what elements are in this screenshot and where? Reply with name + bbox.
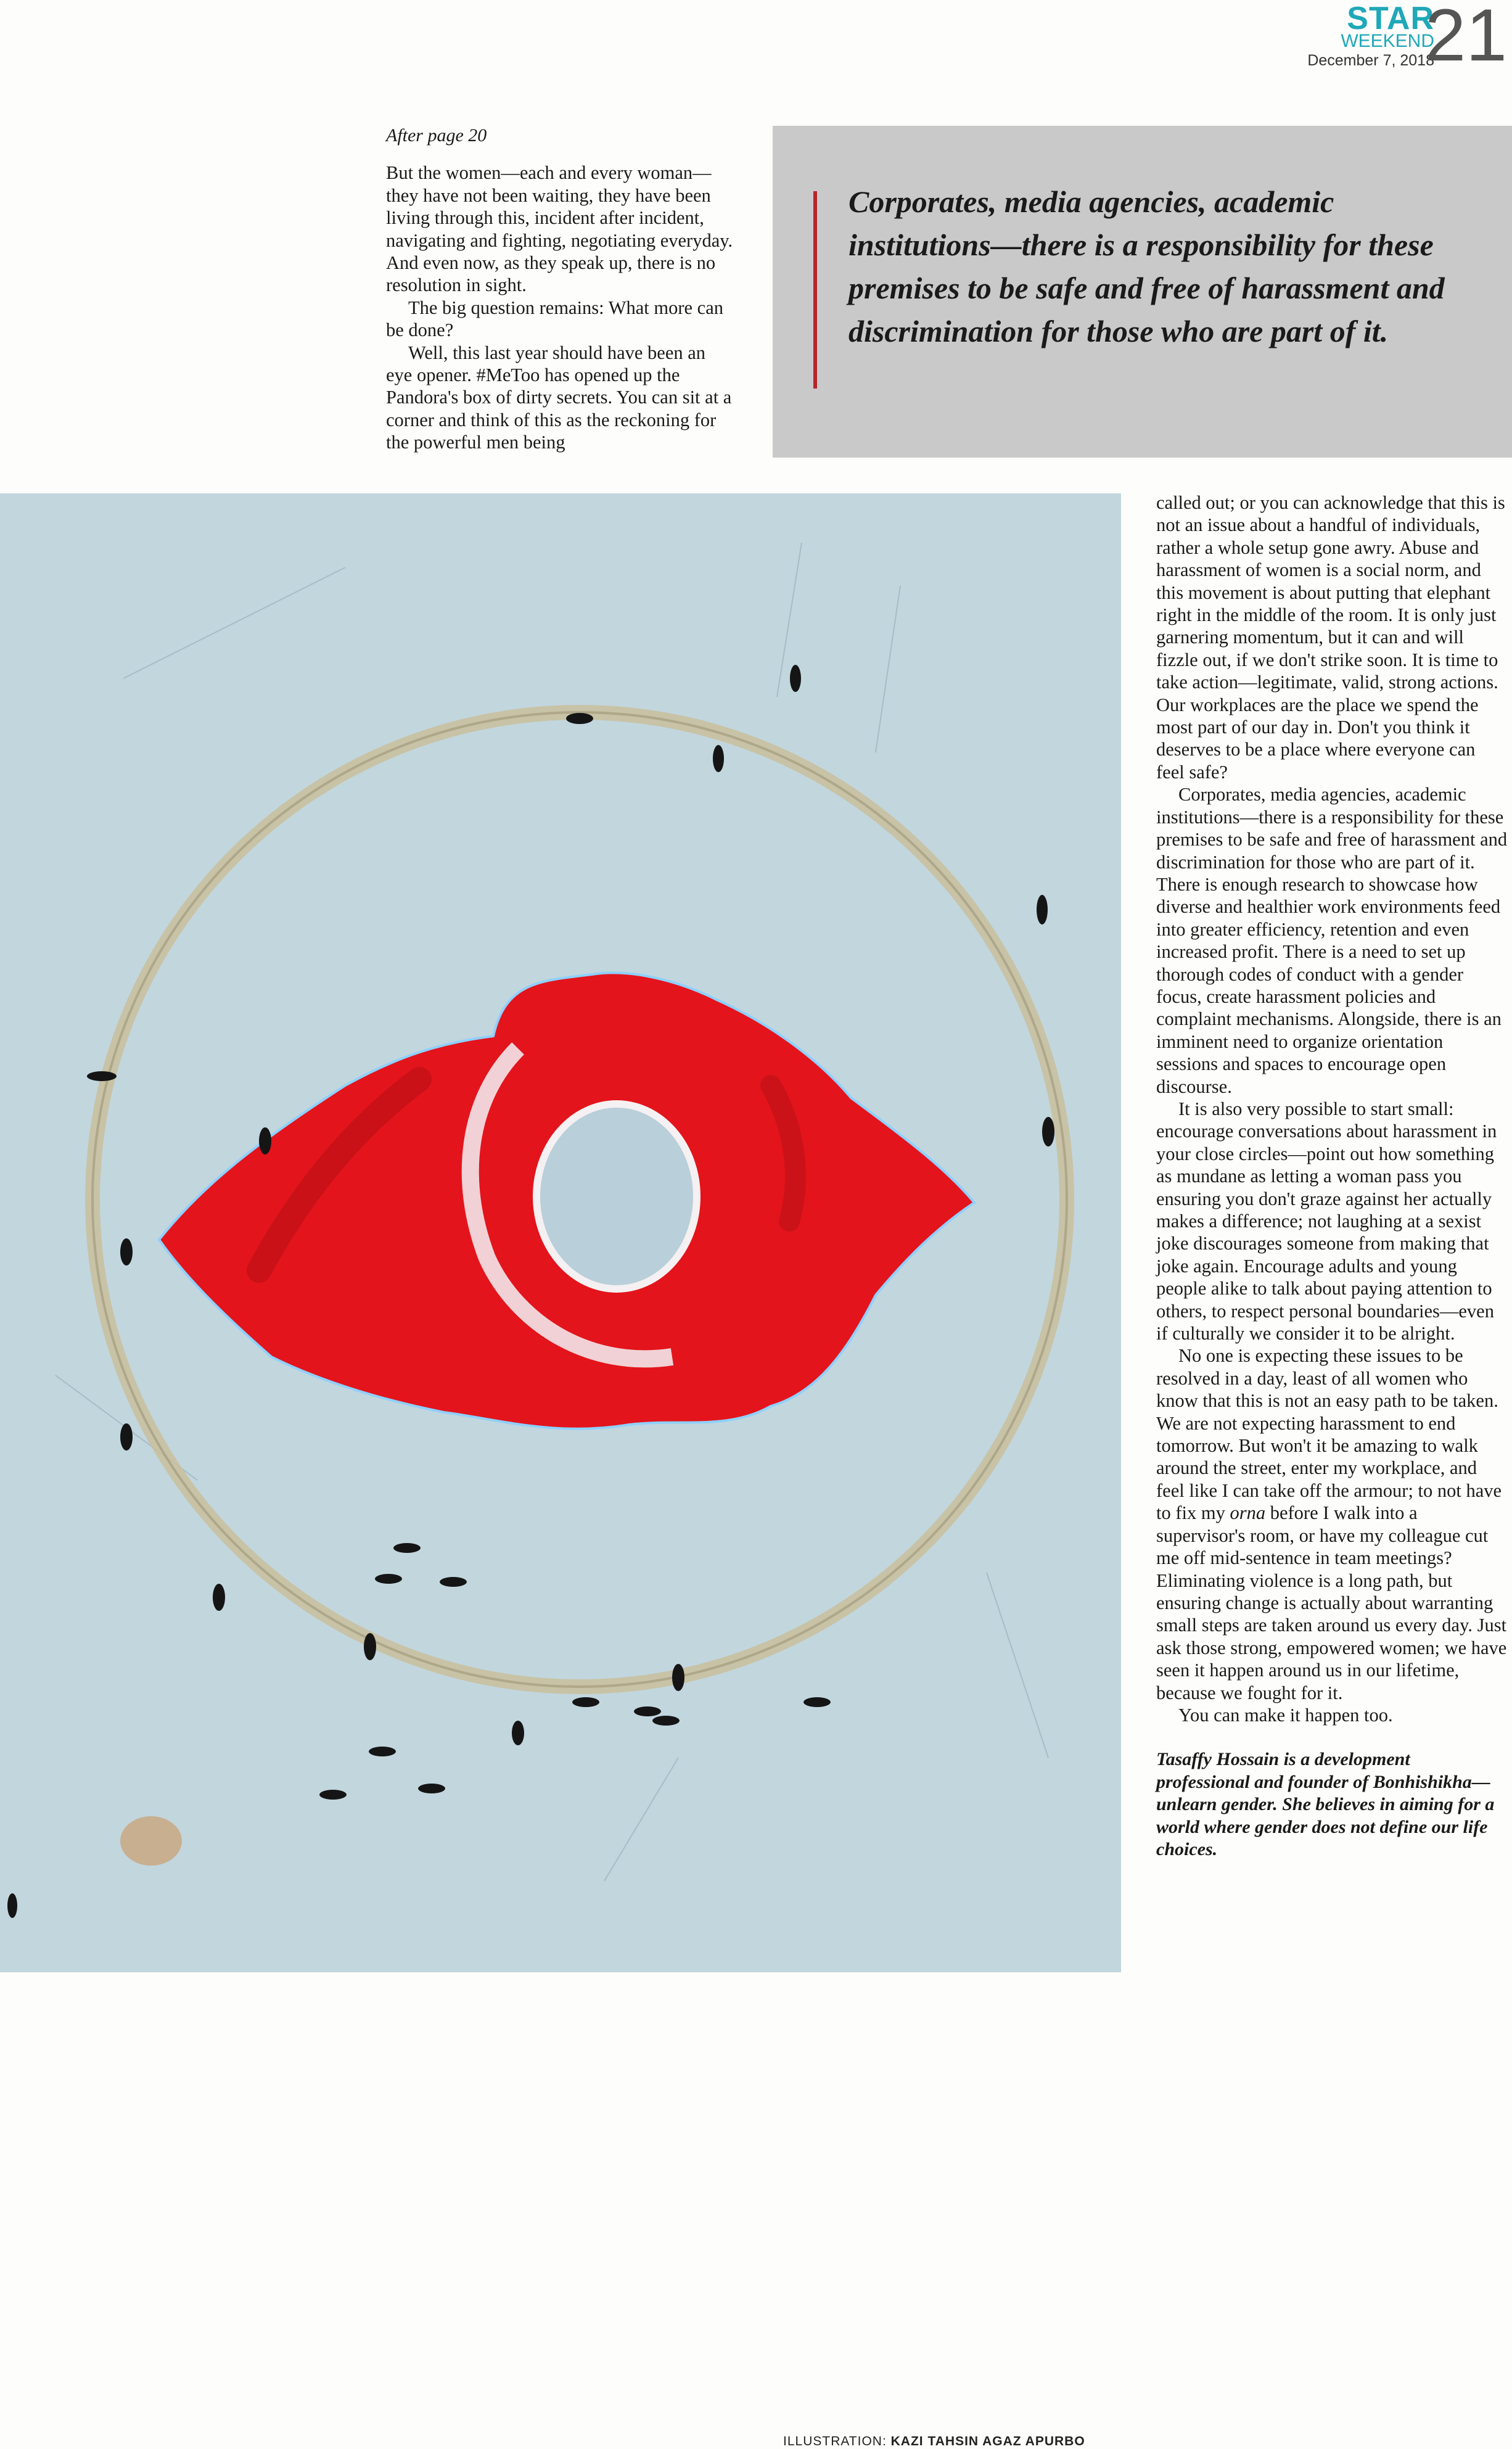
- star-logo: STAR: [1347, 1, 1434, 36]
- pull-quote-text: Corporates, media agencies, academic institutions—there is a responsibility for these premises to be safe and free of harassment and discrimination for those who are part of it.: [848, 184, 1445, 348]
- paragraph: Corporates, media agencies, academic institutions—there is a responsibility for these premises to be safe and free of harassment and discrimination for those who are part of it. There is enough research to showcase how diverse and healthier work environments feed into greater efficiency, retention and even increased profit. There is a need to set up thorough codes of conduct with a gender focus, create harassment policies and complaint mechanisms. Alongside, there is an imminent need to organize orientation sessions and spaces to encourage open discourse.: [1156, 784, 1508, 1097]
- paragraph: No one is expecting these issues to be resolved in a day, least of all women who know that this is not an easy path to be taken. We are not expecting harassment to end tomorrow. But won't it be amazing to walk around the street, enter my workplace, and feel like I can take off the armour; to not have to fix my orna before I walk into a supervisor's room, or have my colleague cut me off mid-sentence in team meetings? Eliminating violence is a long path, but ensuring change is actually about warranting small steps are taken around us every day. Just ask those strong, empowered women; we have seen it happen around us in our lifetime, because we fought for it.: [1156, 1345, 1507, 1703]
- weekend-logo: WEEKEND: [1341, 31, 1434, 51]
- paragraph: called out; or you can acknowledge that this is not an issue about a handful of individuals, rather a whole setup gone awry. Abuse and harassment of women is a social norm, and this movement is about putting that elephant right in the middle of the room. It is only just garnering momentum, but it can and will fizzle out, if we don't strike soon. It is time to take action—legitimate, valid, strong actions. Our workplaces are the place we spend the most part of our day in. Don't you think it deserves to be a place where everyone can feel safe?: [1156, 492, 1505, 783]
- paragraph: Well, this last year should have been an eye opener. #MeToo has opened up the Pandora's box of dirty secrets. You can sit at a corner and think of this as the reckoning for the powerful men being: [386, 342, 732, 453]
- pull-quote: [773, 126, 1512, 458]
- illustration-credit: ILLUSTRATION: KAZI TAHSIN AGAZ APURBO: [783, 2434, 1085, 2448]
- closing-line: You can make it happen too.: [1178, 1704, 1393, 1726]
- continuation-note: After page 20: [386, 125, 487, 146]
- article-column-2: [1156, 492, 1508, 1861]
- pull-quote-accent-bar: [813, 191, 817, 389]
- issue-date: December 7, 2018: [1307, 52, 1434, 69]
- article-column-1: [386, 125, 735, 454]
- illustration-artwork: [0, 493, 1121, 1972]
- paragraph: But the women—each and every woman—they have not been waiting, they have been living through this, incident after incident, navigating and fighting, negotiating everyday. And even now, as they speak up, there is no resolution in sight.: [386, 162, 733, 296]
- masthead: [1307, 0, 1508, 76]
- paragraph: The big question remains: What more can be done?: [386, 297, 724, 341]
- article-illustration: [0, 493, 1121, 2448]
- author-bio: Tasaffy Hossain is a development professional and founder of Bonhishikha—unlearn gender. She believes in aiming for a world where gender does not define our life choices.: [1156, 1749, 1495, 1859]
- page-number: 21: [1424, 0, 1507, 76]
- paragraph: It is also very possible to start small: encourage conversations about harassment in your close circles—point out how something as mundane as letting a woman pass you ensuring you don't graze against her actually makes a difference; not laughing at a sexist joke discourages someone from making that joke again. Encourage adults and young people alike to talk about paying attention to others, to respect personal boundaries—even if culturally we consider it to be alright.: [1156, 1098, 1497, 1344]
